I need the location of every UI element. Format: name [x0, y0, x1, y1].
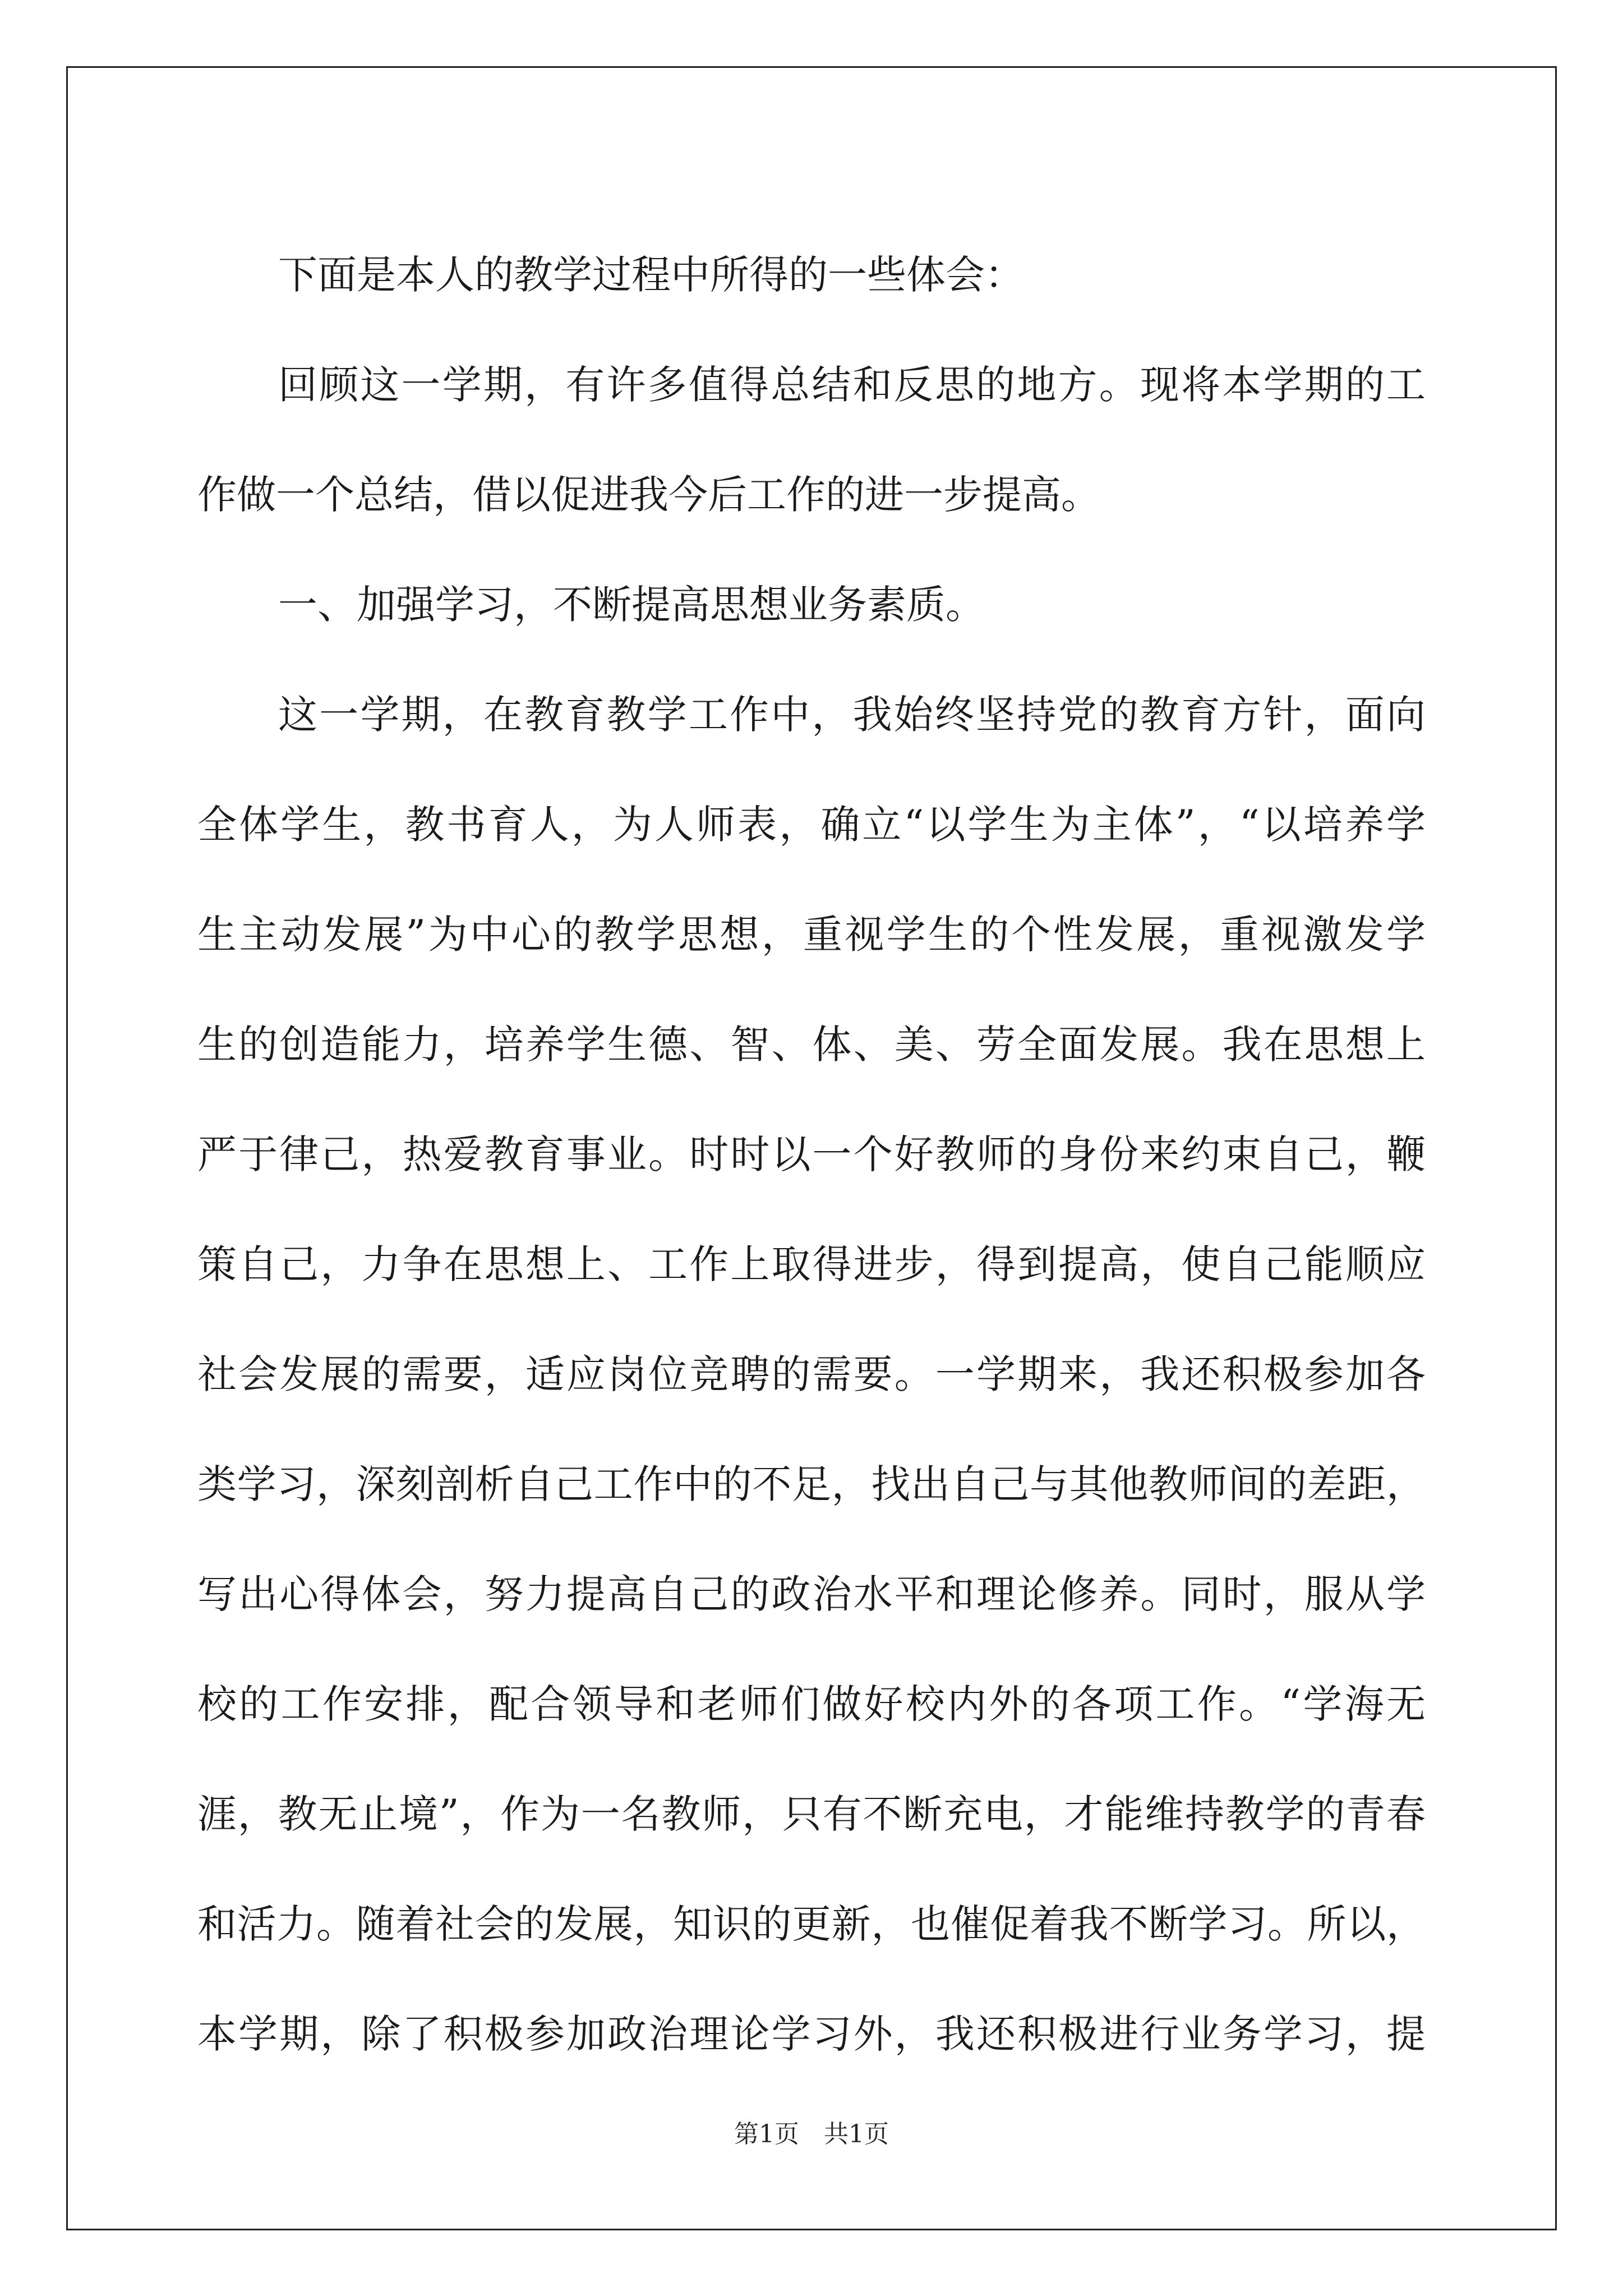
body-line: 这一学期，在教育教学工作中，我始终坚持党的教育方针，面向: [278, 692, 1426, 738]
body-line: 生的创造能力，培养学生德、智、体、美、劳全面发展。我在思想上: [197, 1022, 1426, 1068]
body-line: 生主动发展”为中心的教学思想，重视学生的个性发展，重视激发学: [197, 912, 1426, 958]
section-heading-1: 一、加强学习，不断提高思想业务素质。: [278, 582, 985, 628]
body-line: 类学习，深刻剖析自己工作中的不足，找出自己与其他教师间的差距，: [197, 1461, 1426, 1507]
paragraph-review-line-2: 作做一个总结，借以促进我今后工作的进一步提高。: [197, 472, 1100, 518]
body-line: 写出心得体会，努力提高自己的政治水平和理论修养。同时，服从学: [197, 1571, 1426, 1617]
document-body: [197, 220, 1426, 2089]
paragraph-review-line-1: 回顾这一学期，有许多值得总结和反思的地方。现将本学期的工: [278, 362, 1426, 408]
page-number-footer: 第1页 共1页: [734, 2120, 889, 2148]
body-line: 校的工作安排，配合领导和老师们做好校内外的各项工作。“学海无: [197, 1681, 1426, 1727]
body-line: 全体学生，教书育人，为人师表，确立“以学生为主体”，“以培养学: [197, 802, 1426, 848]
body-line: 涯，教无止境”，作为一名教师，只有不断充电，才能维持教学的青春: [197, 1791, 1426, 1837]
body-line: 社会发展的需要，适应岗位竞聘的需要。一学期来，我还积极参加各: [197, 1351, 1426, 1397]
body-line: 策自己，力争在思想上、工作上取得进步，得到提高，使自己能顺应: [197, 1241, 1426, 1287]
body-line: 严于律己，热爱教育事业。时时以一个好教师的身份来约束自己，鞭: [197, 1131, 1426, 1177]
paragraph-intro: 下面是本人的教学过程中所得的一些体会：: [278, 252, 1024, 298]
body-line: 本学期，除了积极参加政治理论学习外，我还积极进行业务学习，提: [197, 2011, 1426, 2057]
body-line: 和活力。随着社会的发展，知识的更新，也催促着我不断学习。所以，: [197, 1901, 1426, 1947]
